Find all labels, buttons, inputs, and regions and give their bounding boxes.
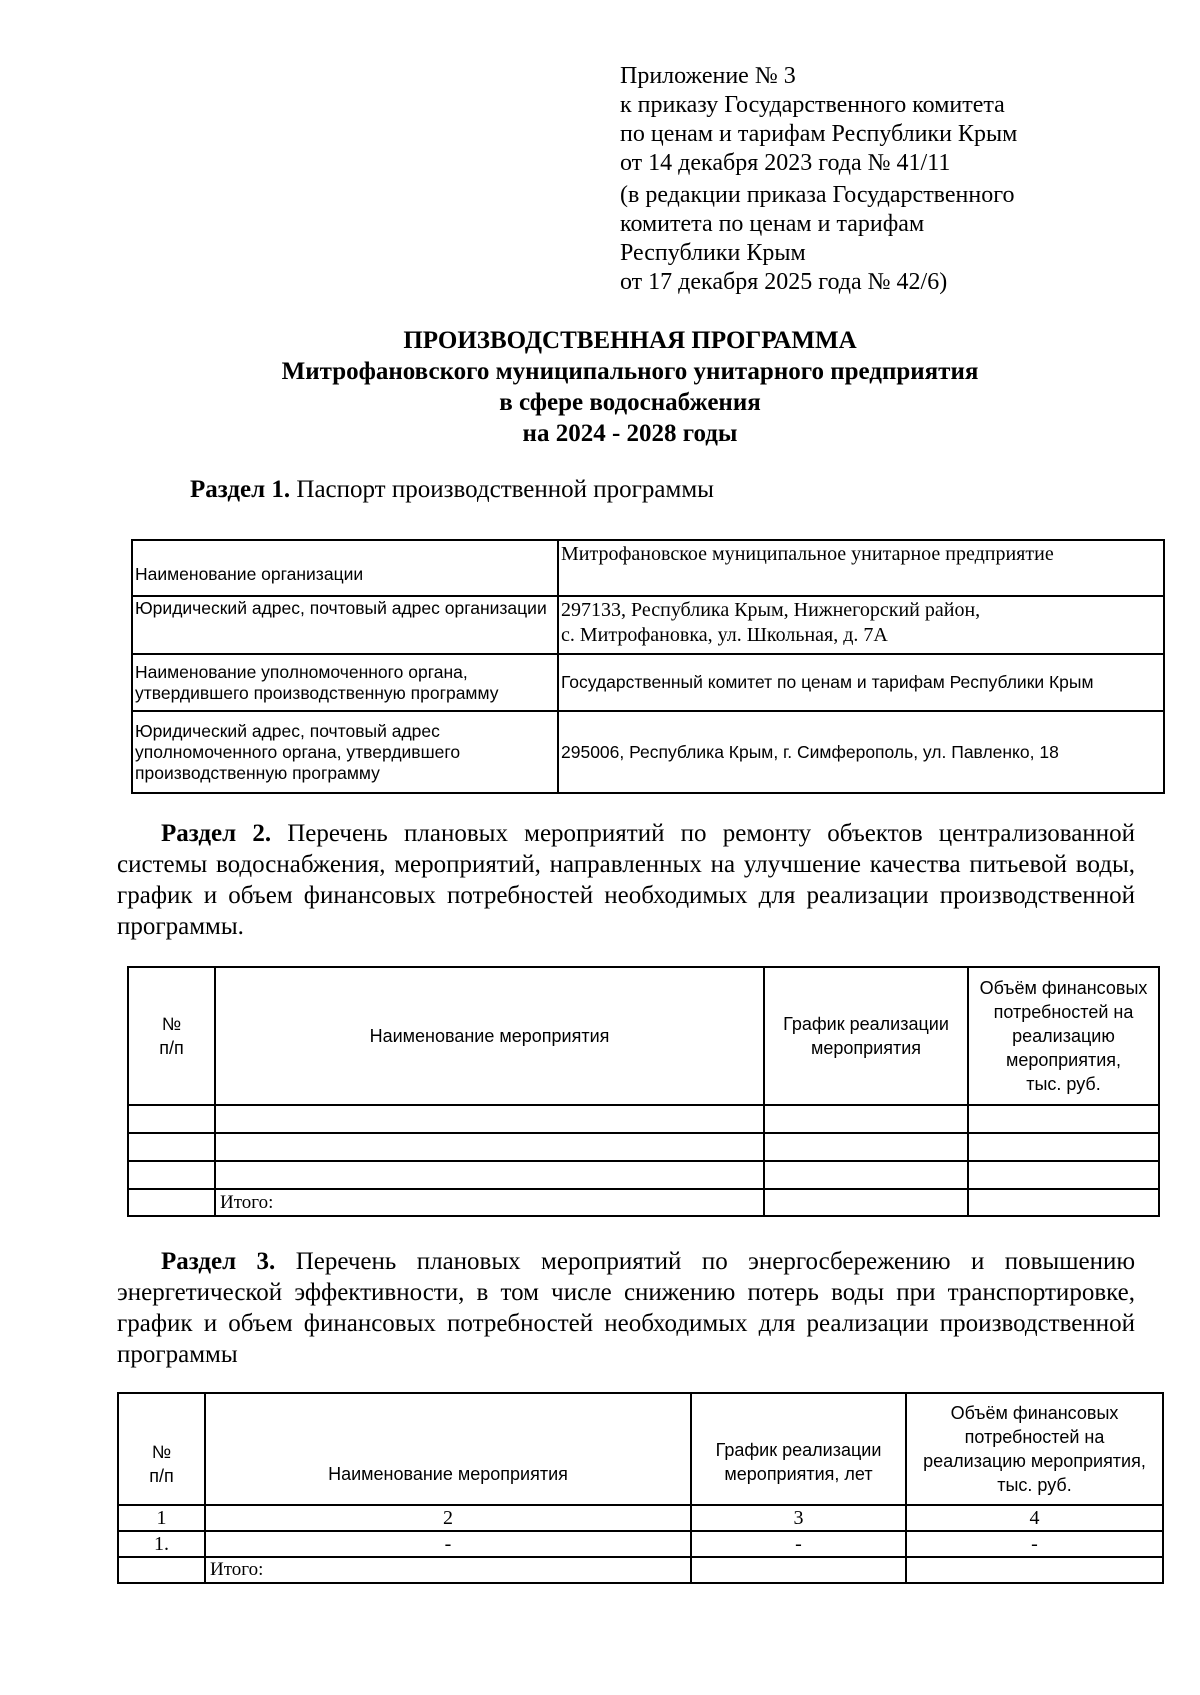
table-number-row bbox=[118, 1505, 1163, 1531]
appendix-line: Приложение № 3 bbox=[620, 63, 796, 89]
cell: - bbox=[205, 1531, 691, 1557]
section2-table bbox=[127, 966, 1160, 1217]
total-label: Итого: bbox=[205, 1557, 691, 1583]
col-name-header: Наименование мероприятия bbox=[215, 967, 764, 1105]
appendix-line: по ценам и тарифам Республики Крым bbox=[620, 121, 1018, 147]
passport-value: 297133, Республика Крым, Нижнегорский район, с. Митрофановка, ул. Школьная, д. 7А bbox=[558, 596, 1164, 654]
appendix-line: от 17 декабря 2025 года № 42/6) bbox=[620, 269, 948, 295]
section3-label: Раздел 3. bbox=[161, 1248, 276, 1275]
title-line: Митрофановского муниципального унитарного предприятия bbox=[281, 358, 979, 385]
appendix-line: комитета по ценам и тарифам bbox=[620, 211, 925, 237]
col-schedule-header: График реализации мероприятия, лет bbox=[691, 1393, 906, 1505]
table-header-row bbox=[128, 967, 1159, 1105]
passport-value: Государственный комитет по ценам и тарифам Республики Крым bbox=[558, 654, 1164, 711]
section1-heading bbox=[190, 476, 714, 504]
section1-label: Раздел 1. bbox=[190, 476, 291, 503]
table-row bbox=[132, 654, 1164, 711]
col-number-header: № п/п bbox=[118, 1393, 205, 1505]
passport-key: Юридический адрес, почтовый адрес уполномоченного органа, утвердившего производственную программу bbox=[132, 711, 558, 793]
table-row bbox=[132, 596, 1164, 654]
appendix-header bbox=[620, 62, 1017, 297]
appendix-line: к приказу Государственного комитета bbox=[620, 92, 1005, 118]
col-finance-header: Объём финансовых потребностей на реализацию мероприятия, тыс. руб. bbox=[906, 1393, 1163, 1505]
table-header-row bbox=[118, 1393, 1163, 1505]
table-row bbox=[132, 540, 1164, 596]
table-row bbox=[128, 1161, 1159, 1189]
table-row bbox=[118, 1531, 1163, 1557]
table-row bbox=[132, 711, 1164, 793]
col-finance-header: Объём финансовых потребностей на реализацию мероприятия, тыс. руб. bbox=[968, 967, 1159, 1105]
cell: 1. bbox=[118, 1531, 205, 1557]
document-title bbox=[100, 325, 1160, 449]
col-name-header: Наименование мероприятия bbox=[205, 1393, 691, 1505]
cell: 3 bbox=[691, 1505, 906, 1531]
cell: - bbox=[691, 1531, 906, 1557]
passport-table bbox=[131, 539, 1165, 794]
section3-heading bbox=[117, 1246, 1135, 1370]
cell: - bbox=[906, 1531, 1163, 1557]
table-row bbox=[128, 1133, 1159, 1161]
passport-value: Митрофановское муниципальное унитарное предприятие bbox=[558, 540, 1164, 596]
title-line: ПРОИЗВОДСТВЕННАЯ ПРОГРАММА bbox=[403, 327, 857, 354]
title-line: на 2024 - 2028 годы bbox=[522, 420, 738, 447]
appendix-line: (в редакции приказа Государственного bbox=[620, 182, 1015, 208]
col-number-header: № п/п bbox=[128, 967, 215, 1105]
table-row bbox=[128, 1105, 1159, 1133]
col-schedule-header: График реализации мероприятия bbox=[764, 967, 968, 1105]
total-label: Итого: bbox=[215, 1189, 764, 1216]
cell: 4 bbox=[906, 1505, 1163, 1531]
section3-text: Перечень плановых мероприятий по энергосбережению и повышению энергетической эффективности, в том числе снижению потерь воды при транспортировке, график и объем финансовых потребностей необходимых для реализации производственной программы bbox=[117, 1248, 1136, 1368]
section3-table bbox=[117, 1392, 1164, 1584]
cell: 2 bbox=[205, 1505, 691, 1531]
passport-key: Наименование организации bbox=[132, 540, 558, 596]
appendix-line: Республики Крым bbox=[620, 240, 806, 266]
section2-label: Раздел 2. bbox=[161, 820, 272, 847]
passport-value: 295006, Республика Крым, г. Симферополь, ул. Павленко, 18 bbox=[558, 711, 1164, 793]
table-total-row bbox=[128, 1189, 1159, 1216]
section1-text: Паспорт производственной программы bbox=[290, 476, 714, 503]
appendix-line: от 14 декабря 2023 года № 41/11 bbox=[620, 150, 951, 176]
section2-text: Перечень плановых мероприятий по ремонту объектов централизованной системы водоснабжения, мероприятий, направленных на улучшение качества питьевой воды, график и объем финансовых потребностей необходимых для реализации производственной программы. bbox=[117, 820, 1135, 940]
cell: 1 bbox=[118, 1505, 205, 1531]
passport-key: Наименование уполномоченного органа, утвердившего производственную программу bbox=[132, 654, 558, 711]
table-total-row bbox=[118, 1557, 1163, 1583]
section2-heading bbox=[117, 818, 1135, 942]
passport-key: Юридический адрес, почтовый адрес организации bbox=[132, 596, 558, 654]
title-line: в сфере водоснабжения bbox=[499, 389, 761, 416]
